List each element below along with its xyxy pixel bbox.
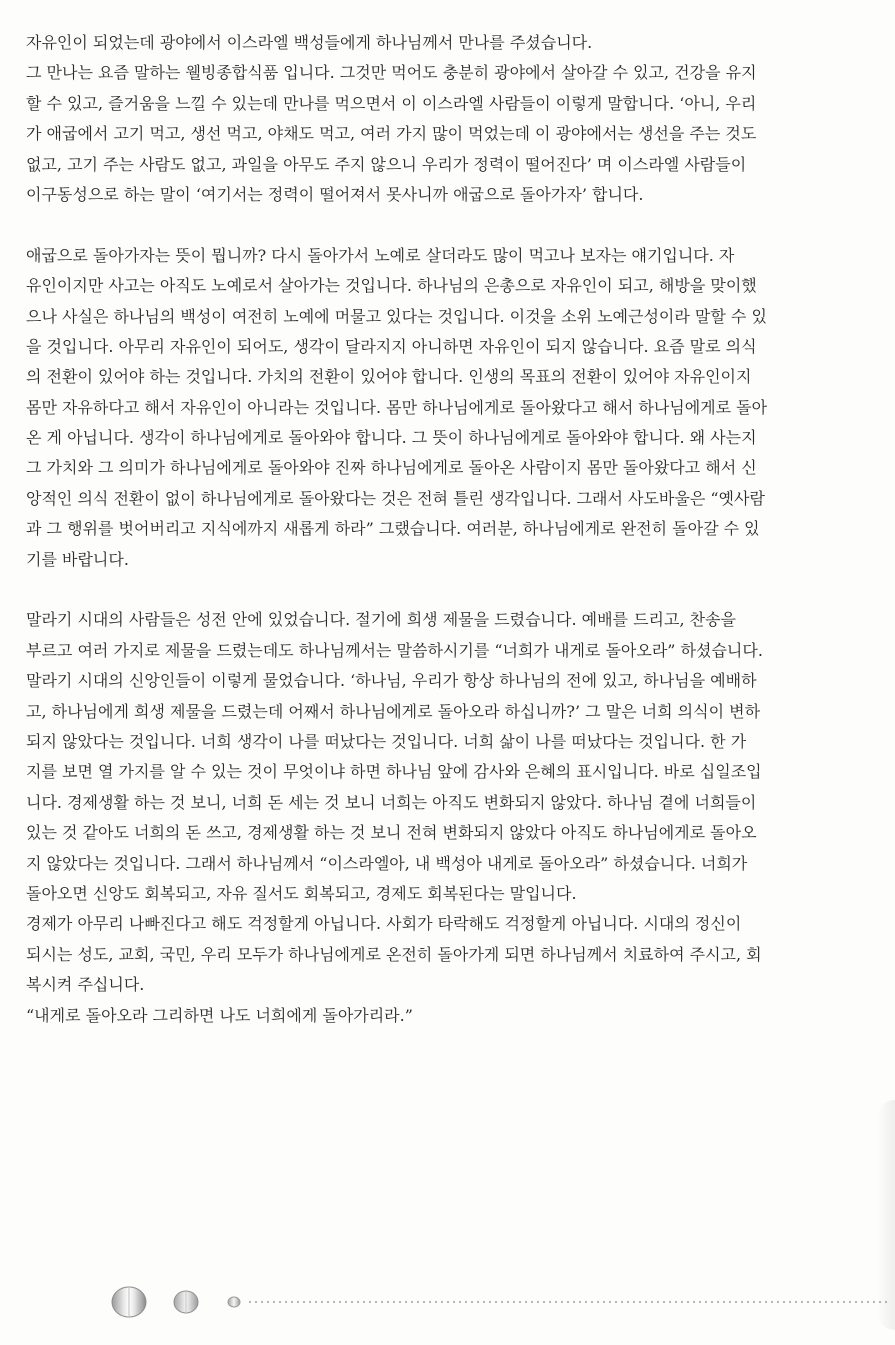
rule-dot: [471, 1301, 473, 1303]
rule-dot: [639, 1301, 641, 1303]
text-line: 복시켜 주십니다.: [26, 975, 145, 995]
text-line: 말라기 시대의 사람들은 성전 안에 있었습니다. 절기에 희생 제물을 드렸습니다. 예배를 드리고, 찬송을: [26, 610, 736, 630]
rule-dot: [333, 1301, 335, 1303]
rule-dot: [315, 1301, 317, 1303]
rule-dot: [507, 1301, 509, 1303]
rule-dot: [561, 1301, 563, 1303]
text-line: 없고, 고기 주는 사람도 없고, 과일을 아무도 주지 않으니 우리가 정력이 떨어진다’ 며 이스라엘 사람들이: [26, 154, 747, 174]
rule-dot: [303, 1301, 305, 1303]
ornament-disc-medium: [174, 1291, 198, 1313]
text-line: 되지 않았다는 것입니다. 너희 생각이 나를 떠났다는 것입니다. 너희 삶이 나를 떠났다는 것입니다. 한 가: [26, 731, 747, 751]
rule-dot: [783, 1301, 785, 1303]
rule-dot: [771, 1301, 773, 1303]
rule-dot: [795, 1301, 797, 1303]
rule-dot: [579, 1301, 581, 1303]
rule-dot: [339, 1301, 341, 1303]
rule-dot: [495, 1301, 497, 1303]
rule-dot: [555, 1301, 557, 1303]
rule-dot: [633, 1301, 635, 1303]
rule-dot: [519, 1301, 521, 1303]
rule-dot: [381, 1301, 383, 1303]
text-line: 앙적인 의식 전환이 없이 하나님에게로 돌아왔다는 것은 전혀 틀린 생각입니다. 그래서 사도바울은 “옛사람: [26, 488, 765, 508]
rule-dot: [255, 1301, 257, 1303]
rule-dot: [489, 1301, 491, 1303]
rule-dot: [465, 1301, 467, 1303]
rule-dot: [351, 1301, 353, 1303]
text-line: 의 전환이 있어야 하는 것입니다. 가치의 전환이 있어야 합니다. 인생의 목표의 전환이 있어야 자유인이지: [26, 367, 752, 387]
rule-dot: [399, 1301, 401, 1303]
rule-dot: [357, 1301, 359, 1303]
text-line: 이구동성으로 하는 말이 ‘여기서는 정력이 떨어져서 못사니까 애굽으로 돌아가자’ 합니다.: [26, 184, 644, 204]
rule-dot: [531, 1301, 533, 1303]
rule-dot: [681, 1301, 683, 1303]
rule-dot: [867, 1301, 869, 1303]
text-line: 애굽으로 돌아가자는 뜻이 뭡니까? 다시 돌아가서 노예로 살더라도 많이 먹고나 보자는 얘기입니다. 자: [26, 245, 735, 265]
rule-dot: [549, 1301, 551, 1303]
rule-dot: [663, 1301, 665, 1303]
rule-dot: [723, 1301, 725, 1303]
text-line: 되시는 성도, 교회, 국민, 우리 모두가 하나님에게로 온전히 돌아가게 되면 하나님께서 치료하여 주시고, 회: [26, 944, 762, 964]
rule-dot: [285, 1301, 287, 1303]
text-line: 온 게 아닙니다. 생각이 하나님에게로 돌아와야 합니다. 그 뜻이 하나님에게로 돌아와야 합니다. 왜 사는지: [26, 428, 757, 448]
rule-dot: [309, 1301, 311, 1303]
rule-dot: [801, 1301, 803, 1303]
rule-dot: [603, 1301, 605, 1303]
rule-dot: [597, 1301, 599, 1303]
rule-dot: [825, 1301, 827, 1303]
rule-dot: [441, 1301, 443, 1303]
rule-dot: [543, 1301, 545, 1303]
text-line: 고, 하나님에게 희생 제물을 드렸는데 어째서 하나님에게로 돌아오라 하십니까?’ 그 말은 너희 의식이 변하: [26, 701, 761, 721]
ornament-disc-large: [112, 1287, 146, 1317]
rule-dot: [585, 1301, 587, 1303]
rule-dot: [405, 1301, 407, 1303]
text-line: 가 애굽에서 고기 먹고, 생선 먹고, 야채도 먹고, 여러 가지 많이 먹었는데 이 광야에서는 생선을 주는 것도: [26, 124, 757, 144]
rule-dot: [279, 1301, 281, 1303]
rule-dot: [747, 1301, 749, 1303]
rule-dot: [729, 1301, 731, 1303]
rule-dot: [537, 1301, 539, 1303]
rule-dot: [435, 1301, 437, 1303]
text-line: 유인이지만 사고는 아직도 노예로서 살아가는 것입니다. 하나님의 은총으로 자유인이 되고, 해방을 맞이했: [26, 276, 757, 296]
text-line: 그 만나는 요즘 말하는 웰빙종합식품 입니다. 그것만 먹어도 충분히 광야에서 살아갈 수 있고, 건강을 유지: [26, 63, 757, 83]
rule-dot: [627, 1301, 629, 1303]
rule-dot: [321, 1301, 323, 1303]
rule-dot: [693, 1301, 695, 1303]
text-line: 할 수 있고, 즐거움을 느낄 수 있는데 만나를 먹으면서 이 이스라엘 사람들이 이렇게 말합니다. ‘아니, 우리: [26, 93, 757, 113]
rule-dot: [765, 1301, 767, 1303]
rule-dot: [513, 1301, 515, 1303]
rule-dot: [711, 1301, 713, 1303]
rule-dot: [459, 1301, 461, 1303]
text-line: 을 것입니다. 아무리 자유인이 되어도, 생각이 달라지지 아니하면 자유인이 되지 않습니다. 요즘 말로 의식: [26, 336, 757, 356]
rule-dot: [573, 1301, 575, 1303]
rule-dot: [501, 1301, 503, 1303]
rule-dot: [855, 1301, 857, 1303]
rule-dot: [849, 1301, 851, 1303]
rule-dot: [423, 1301, 425, 1303]
rule-dot: [705, 1301, 707, 1303]
rule-dot: [345, 1301, 347, 1303]
text-line: 과 그 행위를 벗어버리고 지식에까지 새롭게 하라” 그랬습니다. 여러분, 하나님에게로 완전히 돌아갈 수 있: [26, 519, 760, 539]
rule-dot: [369, 1301, 371, 1303]
rule-dot: [267, 1301, 269, 1303]
text-line: 있는 것 같아도 너희의 돈 쓰고, 경제생활 하는 것 보니 전혀 변화되지 않았다 아직도 하나님에게로 돌아오: [26, 823, 757, 843]
body-text: [26, 28, 838, 1031]
rule-dot: [363, 1301, 365, 1303]
rule-dot: [861, 1301, 863, 1303]
rule-dot: [297, 1301, 299, 1303]
rule-dot: [615, 1301, 617, 1303]
rule-dot: [675, 1301, 677, 1303]
rule-dot: [735, 1301, 737, 1303]
rule-dot: [273, 1301, 275, 1303]
paragraph-gap: [26, 210, 838, 240]
rule-dot: [717, 1301, 719, 1303]
rule-dot: [741, 1301, 743, 1303]
rule-dot: [249, 1301, 251, 1303]
rule-dot: [651, 1301, 653, 1303]
rule-dot: [387, 1301, 389, 1303]
rule-dot: [645, 1301, 647, 1303]
text-line: 말라기 시대의 신앙인들이 이렇게 물었습니다. ‘하나님, 우리가 항상 하나님의 전에 있고, 하나님을 예배하: [26, 671, 757, 691]
text-line: 경제가 아무리 나빠진다고 해도 걱정할게 아닙니다. 사회가 타락해도 걱정할게 아닙니다. 시대의 정신이: [26, 914, 742, 934]
dotted-rule: [249, 1301, 887, 1303]
rule-dot: [261, 1301, 263, 1303]
rule-dot: [837, 1301, 839, 1303]
rule-dot: [777, 1301, 779, 1303]
rule-dot: [567, 1301, 569, 1303]
rule-dot: [453, 1301, 455, 1303]
rule-dot: [699, 1301, 701, 1303]
rule-dot: [327, 1301, 329, 1303]
rule-dot: [669, 1301, 671, 1303]
text-line: 몸만 자유하다고 해서 자유인이 아니라는 것입니다. 몸만 하나님에게로 돌아왔다고 해서 하나님에게로 돌아: [26, 397, 768, 417]
rule-dot: [831, 1301, 833, 1303]
rule-dot: [447, 1301, 449, 1303]
text-line: 으나 사실은 하나님의 백성이 여전히 노예에 머물고 있다는 것입니다. 이것을 소위 노예근성이라 말할 수 있: [26, 306, 767, 326]
rule-dot: [819, 1301, 821, 1303]
rule-dot: [753, 1301, 755, 1303]
rule-dot: [411, 1301, 413, 1303]
rule-dot: [525, 1301, 527, 1303]
page-edge-shadow: [877, 1100, 895, 1330]
rule-dot: [687, 1301, 689, 1303]
text-line: 부르고 여러 가지로 제물을 드렸는데도 하나님께서는 말씀하시기를 “너희가 내게로 돌아오라” 하셨습니다.: [26, 640, 763, 660]
text-line: 지를 보면 열 가지를 알 수 있는 것이 무엇이냐 하면 하나님 앞에 감사와 은혜의 표시입니다. 바로 십일조입: [26, 762, 762, 782]
text-line: 그 가치와 그 의미가 하나님에게로 돌아와야 진짜 하나님에게로 돌아온 사람이지 몸만 돌아왔다고 해서 신: [26, 458, 757, 478]
text-line: 자유인이 되었는데 광야에서 이스라엘 백성들에게 하나님께서 만나를 주셨습니다.: [26, 33, 593, 52]
text-line: 니다. 경제생활 하는 것 보니, 너희 돈 세는 것 보니 너희는 아직도 변화되지 않았다. 하나님 곁에 너희들이: [26, 792, 757, 812]
rule-dot: [609, 1301, 611, 1303]
rule-dot: [429, 1301, 431, 1303]
paragraph-gap: [26, 575, 838, 605]
rule-dot: [807, 1301, 809, 1303]
rule-dot: [657, 1301, 659, 1303]
rule-dot: [813, 1301, 815, 1303]
rule-dot: [789, 1301, 791, 1303]
rule-dot: [375, 1301, 377, 1303]
text-line: 지 않았다는 것입니다. 그래서 하나님께서 “이스라엘아, 내 백성아 내게로 돌아오라” 하셨습니다. 너희가: [26, 853, 748, 873]
text-line: 기를 바랍니다.: [26, 549, 129, 569]
rule-dot: [393, 1301, 395, 1303]
rule-dot: [477, 1301, 479, 1303]
rule-dot: [759, 1301, 761, 1303]
rule-dot: [621, 1301, 623, 1303]
rule-dot: [417, 1301, 419, 1303]
rule-dot: [873, 1301, 875, 1303]
text-line: “내게로 돌아오라 그리하면 나도 너희에게 돌아가리라.”: [26, 1005, 413, 1025]
rule-dot: [843, 1301, 845, 1303]
text-line: 돌아오면 신앙도 회복되고, 자유 질서도 회복되고, 경제도 회복된다는 말입니다.: [26, 883, 577, 903]
rule-dot: [483, 1301, 485, 1303]
page-footer-ornament: [108, 1286, 895, 1322]
ornament-disc-small: [228, 1297, 240, 1307]
rule-dot: [591, 1301, 593, 1303]
rule-dot: [291, 1301, 293, 1303]
